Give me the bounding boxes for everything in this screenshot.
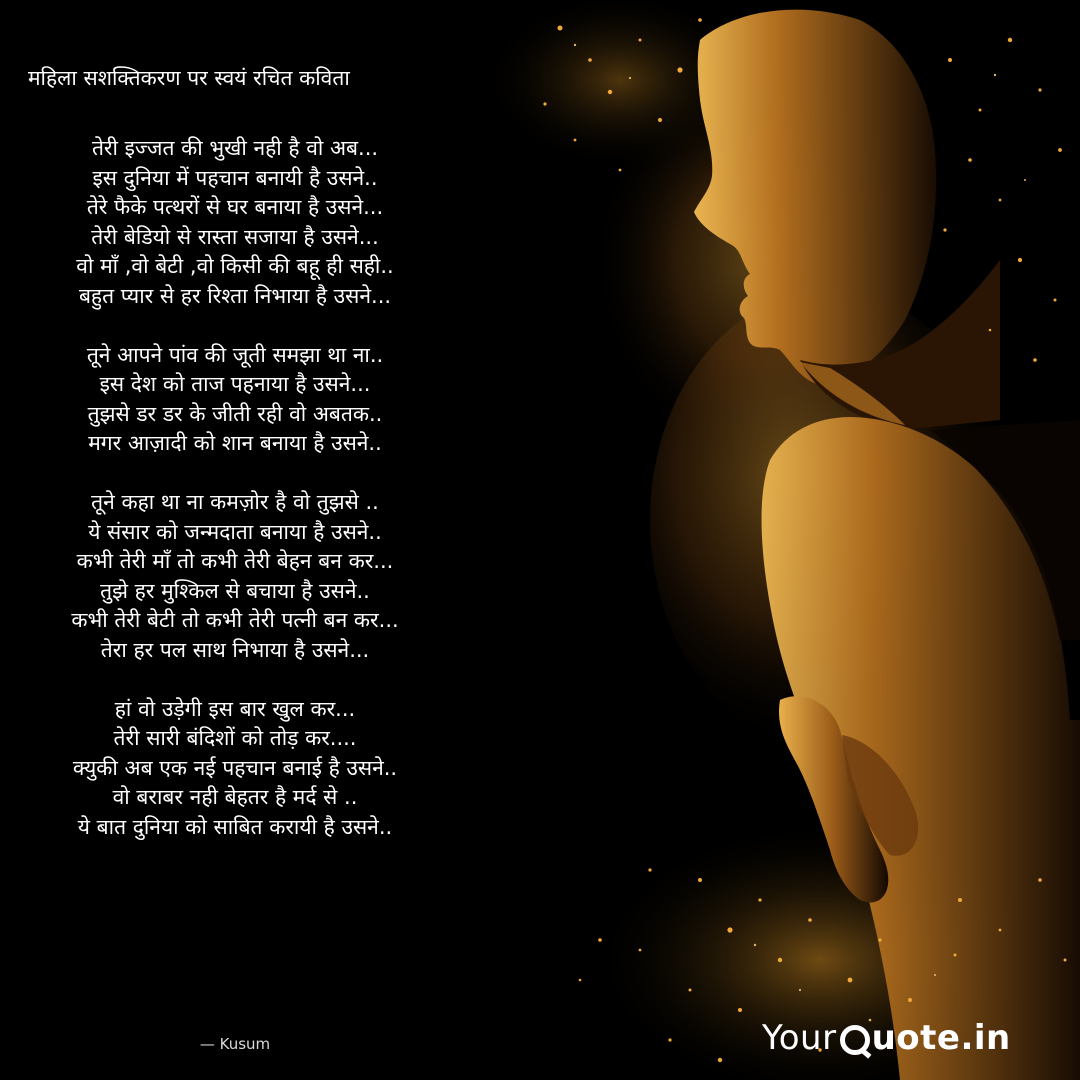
poem-line: ये बात दुनिया को साबित करायी है उसने..: [77, 814, 393, 839]
poem-body: [0, 134, 470, 871]
stanza-2: [0, 341, 470, 459]
poem-line: बहुत प्यार से हर रिश्ता निभाया है उसने...: [78, 283, 392, 308]
quote-bubble-icon: [840, 1025, 870, 1055]
poem-line: तूने आपने पांव की जूती समझा था ना..: [86, 342, 384, 367]
poem-line: तेरी सारी बंदिशों को तोड़ कर....: [113, 726, 357, 751]
poem-title: महिला सशक्तिकरण पर स्वयं रचित कविता: [28, 66, 350, 90]
yourquote-logo[interactable]: [762, 1014, 1011, 1062]
poem-line: कभी तेरी बेटी तो कभी तेरी पत्नी बन कर...: [71, 608, 399, 633]
poem-line: तुझसे डर डर के जीती रही वो अबतक..: [87, 401, 383, 426]
poem-line: इस देश को ताज पहनाया है उसने...: [99, 372, 371, 397]
stanza-1: [0, 134, 470, 312]
poem-line: ये संसार को जन्मदाता बनाया है उसने..: [88, 519, 382, 544]
poem-line: वो माँ ,वो बेटी ,वो किसी की बहू ही सही..: [76, 254, 394, 279]
author-signature: — Kusum: [199, 1035, 271, 1053]
brand-suffix: uote.in: [871, 1018, 1011, 1058]
stanza-4: [0, 695, 470, 843]
poem-line: तेरी बेडियो से रास्ता सजाया है उसने...: [91, 224, 379, 249]
poem-line: तुझे हर मुश्किल से बचाया है उसने..: [100, 578, 370, 603]
poem-line: तेरे फैके पत्थरों से घर बनाया है उसने...: [86, 195, 384, 220]
poem-line: वो बराबर नही बेहतर है मर्द से ..: [112, 785, 358, 810]
brand-prefix: Your: [762, 1018, 837, 1058]
poem-line: तेरा हर पल साथ निभाया है उसने...: [100, 637, 370, 662]
poem-line: मगर आज़ादी को शान बनाया है उसने..: [88, 431, 382, 456]
poem-line: हां वो उड़ेगी इस बार खुल कर...: [114, 696, 356, 721]
poem-line: तेरी इज्जत की भुखी नही है वो अब...: [91, 136, 379, 160]
poem-line: कभी तेरी माँ तो कभी तेरी बेहन बन कर...: [76, 549, 394, 574]
poem-line: क्युकी अब एक नई पहचान बनाई है उसने..: [72, 755, 398, 780]
stanza-3: [0, 488, 470, 666]
poem-line: तूने कहा था ना कमज़ोर है वो तुझसे ..: [91, 489, 379, 514]
poem-line: इस दुनिया में पहचान बनायी है उसने..: [92, 165, 378, 190]
